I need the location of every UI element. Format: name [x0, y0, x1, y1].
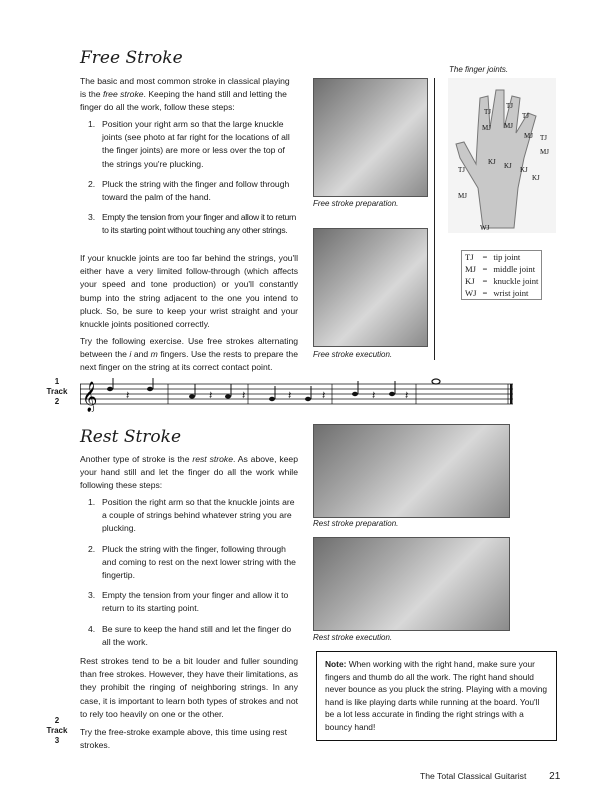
- joint-label: MJ: [524, 132, 533, 140]
- svg-text:𝄽: 𝄽: [405, 389, 409, 402]
- music-staff: [80, 378, 513, 412]
- track-label: Track: [46, 726, 68, 735]
- rest-stroke-execution-photo: [313, 537, 510, 631]
- joint-legend: [461, 250, 542, 300]
- joint-label: WJ: [480, 224, 490, 232]
- legend-row: MJ = middle joint: [465, 264, 536, 274]
- track-number: 1: [54, 377, 60, 386]
- joint-label: TJ: [484, 108, 491, 116]
- joint-label: TJ: [522, 112, 529, 120]
- free-stroke-preparation-photo: [313, 78, 428, 197]
- joint-label: MJ: [504, 122, 513, 130]
- list-item: 3. Empty the tension from your finger and allow it to return to its starting point.: [88, 590, 289, 614]
- svg-text:𝄽: 𝄽: [209, 389, 213, 402]
- note-text: When working with the right hand, make sure your fingers and thumb do all the work. The right hand should never bounce as you pluck the string. Playing with a moving hand is like playing darts while running at the board. You'll be a lot less accurate in finding the right strings with a bouncy hand!: [325, 659, 548, 732]
- rest-stroke-louder-paragraph: Rest strokes tend to be a bit louder and fuller sounding than free strokes. However, they have their limitations, as they prohibit the ringing of neighboring strings. In any case, it is important to learn both types of strokes and not to rely too heavily on one or the other.: [80, 656, 298, 719]
- joint-label: TJ: [540, 134, 547, 142]
- free-stroke-preparation-caption: Free stroke preparation.: [313, 199, 399, 208]
- joint-label: TJ: [458, 166, 465, 174]
- music-staff-svg: [80, 378, 513, 412]
- note-label: Note:: [325, 659, 347, 669]
- list-item: 1. Position your right arm so that the large knuckle joints (see photo at far right for the locations of all the finger joints) are more or less over the top of the strings you're plucking.: [88, 119, 290, 169]
- legend-row: KJ = knuckle joint: [465, 276, 539, 286]
- svg-text:𝄽: 𝄽: [126, 389, 130, 402]
- joint-label: KJ: [488, 158, 496, 166]
- rest-stroke-execution-caption: Rest stroke execution.: [313, 633, 393, 642]
- track-number: 2: [54, 716, 60, 725]
- track-badge: [40, 716, 74, 746]
- rest-stroke-preparation-photo: [313, 424, 510, 518]
- rest-stroke-try-paragraph: Try the free-stroke example above, this time using rest strokes.: [80, 727, 287, 751]
- free-stroke-execution-photo: [313, 228, 428, 347]
- track-sub-number: 2: [54, 397, 60, 406]
- list-item: 4. Be sure to keep the hand still and let the finger do all the work.: [88, 623, 292, 647]
- rest-stroke-steps: [88, 496, 298, 656]
- joint-label: KJ: [520, 166, 528, 174]
- joint-label: MJ: [540, 148, 549, 156]
- rest-stroke-heading: Rest Stroke: [80, 427, 182, 447]
- footer-book-title: The Total Classical Guitarist: [420, 771, 527, 781]
- free-stroke-execution-caption: Free stroke execution.: [313, 350, 393, 359]
- rest-stroke-preparation-caption: Rest stroke preparation.: [313, 519, 399, 528]
- column-divider: [434, 78, 435, 360]
- finger-joints-caption: The finger joints.: [449, 65, 509, 74]
- svg-text:𝄽: 𝄽: [372, 389, 376, 402]
- joint-label: MJ: [482, 124, 491, 132]
- track-badge: [40, 377, 74, 407]
- list-item: 2. Pluck the string with the finger, following through and coming to rest on the next lower string with the fingertip.: [88, 543, 296, 581]
- svg-text:𝄽: 𝄽: [322, 389, 326, 402]
- list-item: 1. Position the right arm so that the knuckle joints are a couple of strings behind whatever string you are plucking.: [88, 497, 295, 534]
- svg-text:𝄽: 𝄽: [242, 389, 246, 402]
- joint-label: TJ: [506, 102, 513, 110]
- finger-joints-hand-illustration: [448, 78, 556, 233]
- joint-label: KJ: [504, 162, 512, 170]
- free-stroke-heading: Free Stroke: [80, 48, 183, 68]
- exercise-paragraph: Try the following exercise. Use free strokes alternating between the i and m fingers. Use the rests to prepare the next finger on the string at its correct contact point.: [80, 336, 298, 373]
- svg-text:𝄽: 𝄽: [288, 389, 292, 402]
- free-stroke-intro: The basic and most common stroke in classical playing is the free stroke. Keeping the hand still and letting the finger do all the work, follow these steps:: [80, 76, 290, 113]
- joint-label: KJ: [532, 174, 540, 182]
- track-label: Track: [46, 387, 68, 396]
- track-sub-number: 3: [54, 736, 60, 745]
- treble-clef-icon: 𝄞: [82, 382, 98, 412]
- list-item: 3. Empty the tension from your finger and allow it to return to its starting point without touching any other strings.: [88, 212, 297, 236]
- page-number: 21: [549, 771, 561, 782]
- rest-stroke-intro: Another type of stroke is the rest stroke. As above, keep your hand still and let the finger do all the work while following these steps:: [80, 454, 298, 491]
- footer: [420, 771, 560, 782]
- legend-row: WJ = wrist joint: [465, 288, 529, 298]
- legend-row: TJ = tip joint: [465, 252, 521, 262]
- free-stroke-steps: [88, 118, 298, 245]
- note-box: [316, 651, 557, 741]
- joint-label: MJ: [458, 192, 467, 200]
- knuckle-paragraph: If your knuckle joints are too far behind the strings, you'll either have a very limited follow-through (which affects your speed and tone production) or you'll constantly bump into the string adjacent to the one you intend to pluck. So, be sure to keep your wrist straight and your knuckle joints positioned correctly.: [80, 253, 298, 330]
- list-item: 2. Pluck the string with the finger and follow through toward the palm of the hand.: [88, 178, 290, 203]
